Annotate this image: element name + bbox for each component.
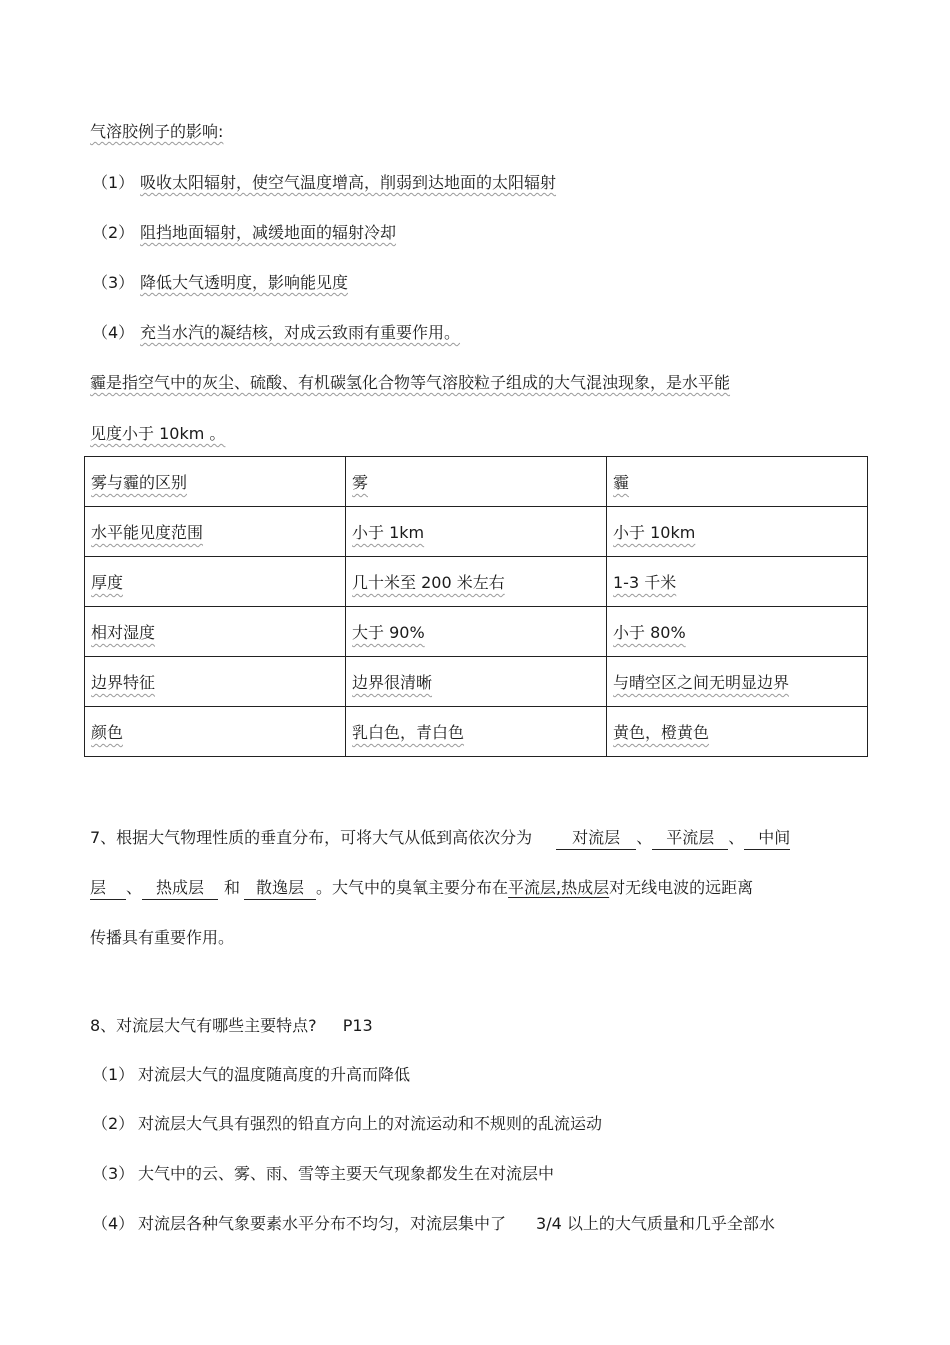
table-header-cell: 雾: [346, 457, 607, 507]
q7-line3: 传播具有重要作用。: [90, 928, 235, 947]
aerosol-item-4: [92, 321, 460, 345]
table-header-row: [85, 457, 868, 507]
item-number: （3）: [92, 1164, 135, 1183]
table-cell: 乳白色，青白色: [346, 707, 607, 757]
q7-line2: [90, 876, 753, 900]
table-cell: 大于 90%: [346, 607, 607, 657]
item-text: 降低大气透明度，影响能见度: [140, 273, 349, 292]
haze-definition-line2: 见度小于 10km 。: [90, 424, 226, 443]
table-cell: 边界很清晰: [346, 657, 607, 707]
item-number: （2）: [92, 1114, 135, 1133]
fog-haze-comparison-table: [84, 456, 868, 757]
table-cell: 黄色，橙黄色: [607, 707, 868, 757]
aerosol-item-1: [92, 171, 556, 195]
item-text: 对流层大气的温度随高度的升高而降低: [138, 1065, 411, 1084]
q8-question-text: 8、对流层大气有哪些主要特点?: [90, 1016, 317, 1035]
q7-prefix: 7、根据大气物理性质的垂直分布，可将大气从低到高依次分为: [90, 828, 533, 847]
q8-item-2: [92, 1112, 602, 1136]
table-cell: 边界特征: [85, 657, 346, 707]
table-row: [85, 707, 868, 757]
table-header-cell: 霾: [607, 457, 868, 507]
separator: 、: [636, 828, 653, 847]
q7-mid: 。大气中的臭氧主要分布在: [316, 878, 509, 897]
haze-definition-line1: 霾是指空气中的灰尘、硫酸、有机碳氢化合物等气溶胶粒子组成的大气混浊现象，是水平能: [90, 373, 731, 392]
fill-blank: 中间: [744, 827, 790, 850]
table-header-cell: 雾与霾的区别: [85, 457, 346, 507]
item-text: 对流层各种气象要素水平分布不均匀，对流层集中了: [138, 1214, 507, 1233]
table-cell: 厚度: [85, 557, 346, 607]
item-number: （1）: [92, 1065, 135, 1084]
fill-blank: 散逸层: [244, 877, 316, 900]
table-row: [85, 557, 868, 607]
q8-page-ref: P13: [342, 1016, 373, 1035]
table-cell: 水平能见度范围: [85, 507, 346, 557]
q8-item-3: [92, 1162, 554, 1186]
table-cell: 与晴空区之间无明显边界: [607, 657, 868, 707]
table-row: [85, 657, 868, 707]
item-text: 充当水汽的凝结核，对成云致雨有重要作用。: [140, 323, 461, 342]
item-number: （4）: [92, 323, 135, 342]
item-text-continued: 3/4 以上的大气质量和几乎全部水: [536, 1214, 775, 1233]
aerosol-item-2: [92, 221, 396, 245]
q8-question: [90, 1014, 373, 1038]
item-text: 阻挡地面辐射，减缓地面的辐射冷却: [140, 223, 397, 242]
answer-underline: 热成层: [561, 878, 610, 897]
table-cell: 颜色: [85, 707, 346, 757]
aerosol-item-3: [92, 271, 348, 295]
table-cell: 小于 80%: [607, 607, 868, 657]
q8-item-1: [92, 1063, 410, 1087]
table-cell: 小于 1km: [346, 507, 607, 557]
fill-blank: 对流层: [556, 827, 636, 850]
item-number: （3）: [92, 273, 135, 292]
item-text: 吸收太阳辐射，使空气温度增高，削弱到达地面的太阳辐射: [140, 173, 557, 192]
table-row: [85, 607, 868, 657]
item-number: （4）: [92, 1214, 135, 1233]
aerosol-heading: 气溶胶例子的影响:: [90, 122, 224, 141]
fill-blank: 平流层: [652, 827, 728, 850]
q7-line1: [90, 826, 790, 850]
separator: 、: [728, 828, 745, 847]
table-cell: 小于 10km: [607, 507, 868, 557]
answer-underline: 平流层,: [508, 878, 562, 897]
item-text: 大气中的云、雾、雨、雪等主要天气现象都发生在对流层中: [138, 1164, 555, 1183]
conjunction: 和: [224, 878, 241, 897]
item-number: （1）: [92, 173, 135, 192]
table-row: [85, 507, 868, 557]
table-cell: 1-3 千米: [607, 557, 868, 607]
item-text: 对流层大气具有强烈的铅直方向上的对流运动和不规则的乱流运动: [138, 1114, 603, 1133]
table-cell: 几十米至 200 米左右: [346, 557, 607, 607]
separator: 、: [126, 878, 143, 897]
item-number: （2）: [92, 223, 135, 242]
table-cell: 相对湿度: [85, 607, 346, 657]
q7-tail: 对无线电波的远距离: [609, 878, 754, 897]
fill-blank: 热成层: [142, 877, 218, 900]
q8-item-4: [92, 1212, 775, 1236]
fill-blank: 层: [90, 877, 126, 900]
